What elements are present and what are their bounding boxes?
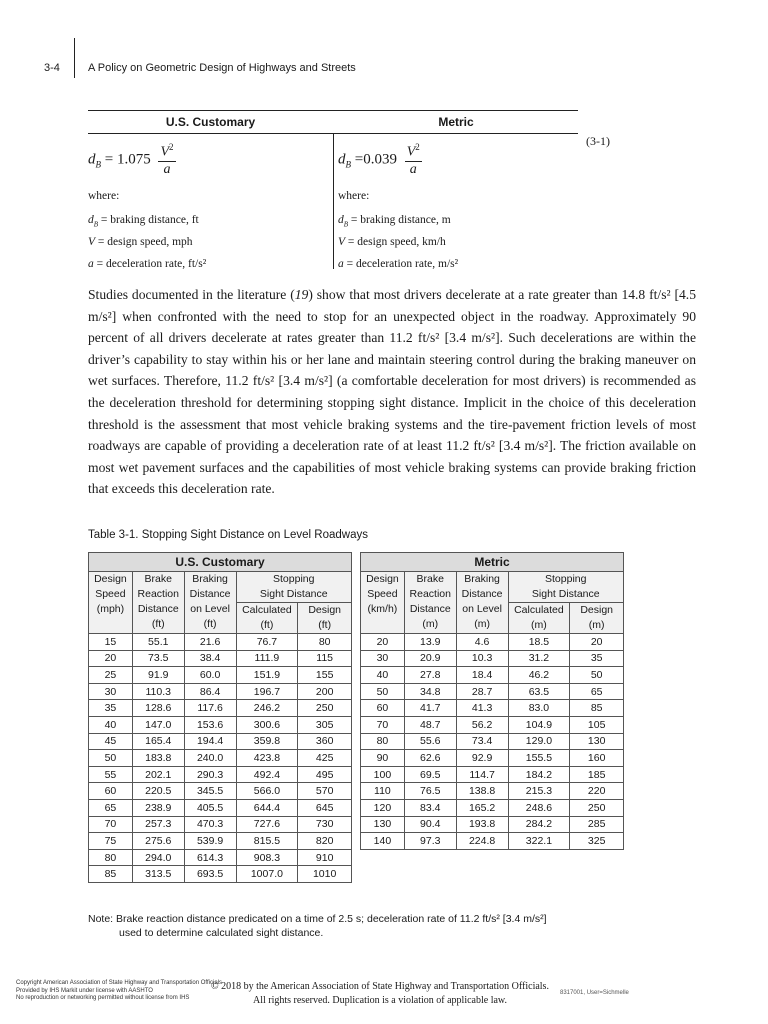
table-cell: 115 (298, 650, 352, 667)
table-cell: 85 (570, 700, 624, 717)
table-cell: 90 (361, 750, 405, 767)
table-cell: 97.3 (404, 833, 456, 850)
table-row (361, 716, 624, 733)
table-cell: 495 (298, 766, 352, 783)
table-cell: 147.0 (132, 716, 184, 733)
table-cell: 220 (570, 783, 624, 800)
table-row (89, 816, 352, 833)
table-cell: 220.5 (132, 783, 184, 800)
table-cell: 41.7 (404, 700, 456, 717)
page-header (0, 56, 768, 96)
table-cell: 55 (89, 766, 133, 783)
table-cell: 55.6 (404, 733, 456, 750)
col-design-speed-header: Design Speed (mph) (89, 572, 133, 634)
table-cell: 20.9 (404, 650, 456, 667)
table-note: Note: Brake reaction distance predicated on a time of 2.5 s; deceleration rate of 11.2 ft/s² [3.4 m/s²] used to determine calculated sight distance. (88, 913, 547, 939)
table-cell: 34.8 (404, 683, 456, 700)
table-cell: 284.2 (508, 816, 570, 833)
table-cell: 86.4 (184, 683, 236, 700)
table-cell: 38.4 (184, 650, 236, 667)
table-cell: 193.8 (456, 816, 508, 833)
equation-number: (3-1) (586, 134, 610, 148)
table-row (361, 634, 624, 651)
table-cell: 240.0 (184, 750, 236, 767)
table-cell: 50 (89, 750, 133, 767)
us-customary-heading: U.S. Customary (88, 111, 333, 134)
table-cell: 275.6 (132, 833, 184, 850)
table-row (361, 799, 624, 816)
table-cell: 165.2 (456, 799, 508, 816)
footer-user-stamp: 8317001, User=Sichmelle (560, 990, 629, 996)
col-design-header: Design (m) (570, 603, 624, 634)
table-cell: 614.3 (184, 849, 236, 866)
table-row (89, 849, 352, 866)
body-paragraph: Studies documented in the literature (19) show that most drivers decelerate at a rate greater than 14.8 ft/s² [4.5 m/s²] when confronted with the need to stop for an unexpected object in the roadway. Approximately 90 percent of all drivers decelerate at rates greater than 11.2 ft/s² [3.4 m/s²]. Such decelerations are within the driver’s capability to stay within his or her lane and maintain steering control during the braking maneuver on wet surfaces. Therefore, 11.2 ft/s² [3.4 m/s²] (a comfortable deceleration for most drivers) is recommended as the deceleration threshold for determining stopping sight distance. Implicit in the choice of this deceleration threshold is the assessment that most vehicle braking systems and the tire-pavement friction levels of most roadways are capable of providing a deceleration rate of at least 11.2 ft/s² [3.4 m/s²]. The friction available on most wet pavement surfaces and the capabilities of most vehicle braking systems can provide braking friction that exceeds this deceleration rate. (88, 287, 696, 497)
table-cell: 325 (570, 833, 624, 850)
metric-table (360, 552, 624, 850)
col-calculated-header: Calculated (m) (508, 603, 570, 634)
table-cell: 130 (361, 816, 405, 833)
table-cell: 224.8 (456, 833, 508, 850)
header-divider (74, 38, 75, 78)
table-row (89, 766, 352, 783)
table-row (89, 866, 352, 883)
table-cell: 110.3 (132, 683, 184, 700)
table-cell: 25 (89, 667, 133, 684)
table-row (89, 783, 352, 800)
table-cell: 15 (89, 634, 133, 651)
metric-table-title: Metric (361, 553, 624, 572)
table-cell: 184.2 (508, 766, 570, 783)
metric-heading: Metric (334, 111, 578, 134)
table-cell: 70 (361, 716, 405, 733)
table-cell: 322.1 (508, 833, 570, 850)
table-row (361, 683, 624, 700)
col-braking-distance-header: Braking Distance on Level (m) (456, 572, 508, 634)
us-where-label: where: (88, 190, 120, 202)
table-cell: 727.6 (236, 816, 298, 833)
table-row (361, 783, 624, 800)
table-cell: 76.7 (236, 634, 298, 651)
table-cell: 30 (361, 650, 405, 667)
metric-def-braking-distance: $d_B$ = braking distance, m (338, 214, 451, 229)
table-cell: 91.9 (132, 667, 184, 684)
table-cell: 75 (89, 833, 133, 850)
table-cell: 90.4 (404, 816, 456, 833)
table-cell: 130 (570, 733, 624, 750)
table-cell: 114.7 (456, 766, 508, 783)
table-cell: 215.3 (508, 783, 570, 800)
table-row (89, 700, 352, 717)
table-cell: 73.5 (132, 650, 184, 667)
us-customary-table (88, 552, 352, 883)
table-cell: 28.7 (456, 683, 508, 700)
metric-equation-column (338, 134, 578, 269)
table-cell: 41.3 (456, 700, 508, 717)
table-cell: 1010 (298, 866, 352, 883)
table-cell: 30 (89, 683, 133, 700)
table-cell: 155.5 (508, 750, 570, 767)
table-caption: Table 3-1. Stopping Sight Distance on Level Roadways (88, 529, 369, 541)
table-cell: 110 (361, 783, 405, 800)
table-cell: 539.9 (184, 833, 236, 850)
table-cell: 196.7 (236, 683, 298, 700)
table-cell: 10.3 (456, 650, 508, 667)
table-cell: 76.5 (404, 783, 456, 800)
table-cell: 645 (298, 799, 352, 816)
table-cell: 294.0 (132, 849, 184, 866)
table-cell: 45 (89, 733, 133, 750)
table-cell: 60 (361, 700, 405, 717)
table-row (361, 700, 624, 717)
table-cell: 693.5 (184, 866, 236, 883)
equation-column-divider (333, 133, 334, 269)
table-cell: 820 (298, 833, 352, 850)
table-row (361, 750, 624, 767)
table-cell: 359.8 (236, 733, 298, 750)
table-cell: 290.3 (184, 766, 236, 783)
col-brake-reaction-header: Brake Reaction Distance (m) (404, 572, 456, 634)
table-cell: 730 (298, 816, 352, 833)
equation-box (88, 110, 578, 269)
footer-copyright: © 2018 by the American Association of State Highway and Transportation Officials. All rights reserved. Duplication is a violation of applicable law. (211, 981, 549, 1006)
table-cell: 910 (298, 849, 352, 866)
table-row (89, 634, 352, 651)
table-cell: 48.7 (404, 716, 456, 733)
table-cell: 73.4 (456, 733, 508, 750)
footer-license-notice: Copyright American Association of State Highway and Transportation Officials Provided by IHS Markit under license with AASHTO No reproduction or networking permitted without license from IHS (16, 980, 222, 1001)
table-cell: 128.6 (132, 700, 184, 717)
table-row (89, 683, 352, 700)
metric-formula: $d_B =0.039$ $\frac{V^2}{a}$ (338, 142, 420, 177)
table-cell: 300.6 (236, 716, 298, 733)
page-number: 3-4 (44, 62, 60, 74)
table-cell: 62.6 (404, 750, 456, 767)
col-stopping-sight-distance-header: Stopping Sight Distance (236, 572, 352, 603)
table-cell: 60.0 (184, 667, 236, 684)
table-cell: 313.5 (132, 866, 184, 883)
table-cell: 285 (570, 816, 624, 833)
table-cell: 20 (361, 634, 405, 651)
table-row (361, 816, 624, 833)
col-design-speed-header: Design Speed (km/h) (361, 572, 405, 634)
metric-def-deceleration-rate: a = deceleration rate, m/s² (338, 258, 459, 270)
table-cell: 160 (570, 750, 624, 767)
table-cell: 31.2 (508, 650, 570, 667)
table-cell: 18.5 (508, 634, 570, 651)
table-cell: 246.2 (236, 700, 298, 717)
table-cell: 65 (570, 683, 624, 700)
table-cell: 83.4 (404, 799, 456, 816)
table-cell: 50 (570, 667, 624, 684)
table-cell: 60 (89, 783, 133, 800)
running-title: A Policy on Geometric Design of Highways and Streets (88, 62, 356, 74)
table-cell: 13.9 (404, 634, 456, 651)
table-cell: 165.4 (132, 733, 184, 750)
table-cell: 908.3 (236, 849, 298, 866)
table-row (89, 667, 352, 684)
col-design-header: Design (ft) (298, 603, 352, 634)
metric-where-label: where: (338, 190, 370, 202)
us-equation-column (88, 134, 328, 269)
table-cell: 151.9 (236, 667, 298, 684)
table-cell: 566.0 (236, 783, 298, 800)
citation-reference: 19 (294, 287, 309, 302)
col-braking-distance-header: Braking Distance on Level (ft) (184, 572, 236, 634)
table-row (89, 716, 352, 733)
table-cell: 92.9 (456, 750, 508, 767)
table-cell: 40 (361, 667, 405, 684)
table-cell: 153.6 (184, 716, 236, 733)
table-cell: 425 (298, 750, 352, 767)
table-cell: 360 (298, 733, 352, 750)
table-cell: 257.3 (132, 816, 184, 833)
table-cell: 815.5 (236, 833, 298, 850)
us-def-deceleration-rate: a = deceleration rate, ft/s² (88, 258, 207, 270)
table-cell: 80 (89, 849, 133, 866)
us-def-braking-distance: $d_B$ = braking distance, ft (88, 214, 199, 229)
col-calculated-header: Calculated (ft) (236, 603, 298, 634)
table-cell: 248.6 (508, 799, 570, 816)
table-cell: 50 (361, 683, 405, 700)
table-cell: 35 (570, 650, 624, 667)
table-cell: 185 (570, 766, 624, 783)
table-row (89, 650, 352, 667)
table-cell: 345.5 (184, 783, 236, 800)
table-cell: 83.0 (508, 700, 570, 717)
table-cell: 46.2 (508, 667, 570, 684)
table-cell: 65 (89, 799, 133, 816)
table-row (89, 833, 352, 850)
table-row (361, 667, 624, 684)
table-cell: 250 (298, 700, 352, 717)
col-brake-reaction-header: Brake Reaction Distance (ft) (132, 572, 184, 634)
us-table-title: U.S. Customary (89, 553, 352, 572)
table-cell: 644.4 (236, 799, 298, 816)
table-cell: 1007.0 (236, 866, 298, 883)
us-def-design-speed: V = design speed, mph (88, 236, 193, 248)
table-cell: 80 (298, 634, 352, 651)
table-cell: 305 (298, 716, 352, 733)
table-cell: 129.0 (508, 733, 570, 750)
table-cell: 423.8 (236, 750, 298, 767)
table-row (89, 799, 352, 816)
table-cell: 111.9 (236, 650, 298, 667)
table-cell: 492.4 (236, 766, 298, 783)
table-cell: 140 (361, 833, 405, 850)
table-cell: 80 (361, 733, 405, 750)
table-cell: 4.6 (456, 634, 508, 651)
table-cell: 55.1 (132, 634, 184, 651)
table-cell: 238.9 (132, 799, 184, 816)
table-cell: 470.3 (184, 816, 236, 833)
table-row (361, 733, 624, 750)
metric-def-design-speed: V = design speed, km/h (338, 236, 446, 248)
us-formula: $d_B = 1.075$ $\frac{V^2}{a}$ (88, 142, 174, 177)
table-cell: 70 (89, 816, 133, 833)
table-row (89, 733, 352, 750)
table-row (361, 650, 624, 667)
table-row (361, 833, 624, 850)
table-row (361, 766, 624, 783)
table-cell: 250 (570, 799, 624, 816)
table-cell: 202.1 (132, 766, 184, 783)
table-cell: 18.4 (456, 667, 508, 684)
table-cell: 63.5 (508, 683, 570, 700)
table-cell: 85 (89, 866, 133, 883)
table-cell: 138.8 (456, 783, 508, 800)
table-cell: 20 (570, 634, 624, 651)
table-cell: 405.5 (184, 799, 236, 816)
table-cell: 100 (361, 766, 405, 783)
table-cell: 40 (89, 716, 133, 733)
table-cell: 183.8 (132, 750, 184, 767)
table-cell: 105 (570, 716, 624, 733)
table-cell: 56.2 (456, 716, 508, 733)
table-cell: 155 (298, 667, 352, 684)
table-cell: 120 (361, 799, 405, 816)
col-stopping-sight-distance-header: Stopping Sight Distance (508, 572, 624, 603)
table-cell: 104.9 (508, 716, 570, 733)
table-cell: 27.8 (404, 667, 456, 684)
table-cell: 69.5 (404, 766, 456, 783)
table-cell: 21.6 (184, 634, 236, 651)
table-cell: 570 (298, 783, 352, 800)
table-row (89, 750, 352, 767)
table-cell: 117.6 (184, 700, 236, 717)
table-cell: 35 (89, 700, 133, 717)
table-cell: 200 (298, 683, 352, 700)
table-cell: 194.4 (184, 733, 236, 750)
table-cell: 20 (89, 650, 133, 667)
